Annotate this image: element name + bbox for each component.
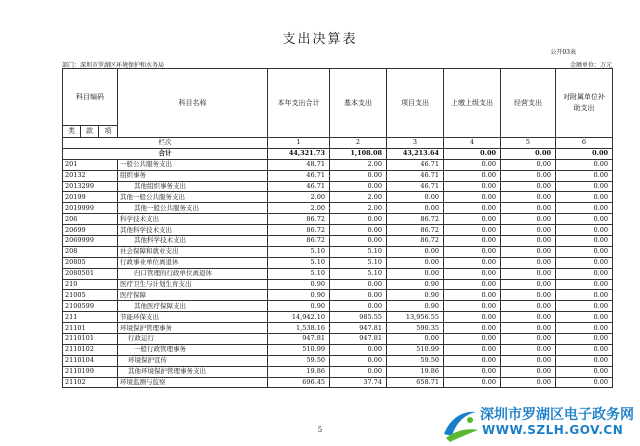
row-value: 0.00: [556, 355, 613, 366]
row-value: 86.72: [268, 214, 330, 225]
row-value: 46.71: [387, 181, 444, 192]
header-name: 科目名称: [118, 69, 268, 138]
row-value: 0.00: [501, 268, 556, 279]
row-value: 0.00: [387, 203, 444, 214]
row-value: 0.00: [444, 181, 501, 192]
header-project: 项目支出: [387, 69, 444, 138]
row-value: 0.00: [444, 355, 501, 366]
table-row: [63, 366, 613, 377]
table-row: [63, 344, 613, 355]
total-value: 0.00: [501, 148, 556, 159]
row-value: 0.00: [444, 236, 501, 247]
row-value: 0.00: [556, 334, 613, 345]
row-value: 0.00: [501, 344, 556, 355]
row-value: 0.90: [387, 290, 444, 301]
row-code: 2080501: [63, 268, 118, 279]
row-value: 985.55: [330, 312, 387, 323]
row-value: 0.00: [444, 366, 501, 377]
row-value: 947.81: [268, 334, 330, 345]
row-value: 0.00: [501, 279, 556, 290]
row-value: 0.00: [330, 344, 387, 355]
row-value: 0.00: [501, 257, 556, 268]
row-value: 0.00: [444, 377, 501, 388]
unit-label: 金额单位：万元: [569, 62, 612, 69]
table-row: [63, 257, 613, 268]
table-row: [63, 203, 613, 214]
row-name: 一般行政管理事务: [118, 344, 268, 355]
header-code: 科目编码: [63, 69, 118, 126]
row-value: 0.00: [387, 334, 444, 345]
row-value: 0.00: [556, 236, 613, 247]
row-value: 0.00: [556, 170, 613, 181]
column-no: 6: [556, 138, 613, 149]
row-value: 5.10: [268, 257, 330, 268]
table-row: [63, 377, 613, 388]
row-value: 0.00: [501, 236, 556, 247]
row-name: 其他组织事务支出: [118, 181, 268, 192]
row-code: 21102: [63, 377, 118, 388]
row-value: 590.35: [387, 323, 444, 334]
row-value: 0.00: [444, 257, 501, 268]
row-value: 86.72: [387, 236, 444, 247]
row-code: 20132: [63, 170, 118, 181]
row-value: 86.72: [268, 236, 330, 247]
row-value: 0.00: [556, 377, 613, 388]
row-name: 其他一般公共服务支出: [118, 203, 268, 214]
table-row: [63, 279, 613, 290]
row-value: 0.00: [556, 279, 613, 290]
row-value: 0.00: [556, 192, 613, 203]
row-value: 0.00: [501, 334, 556, 345]
table-row: [63, 225, 613, 236]
row-value: 510.99: [268, 344, 330, 355]
row-value: 19.86: [387, 366, 444, 377]
row-value: 0.00: [330, 366, 387, 377]
row-value: 0.00: [556, 257, 613, 268]
row-value: 0.00: [501, 301, 556, 312]
form-number: 公开03表: [550, 49, 576, 56]
row-value: 0.00: [330, 236, 387, 247]
column-no-label: 栏次: [63, 138, 268, 149]
expenditure-table: [62, 68, 613, 388]
total-value: 0.00: [444, 148, 501, 159]
table-row: [63, 312, 613, 323]
table-row: [63, 355, 613, 366]
row-value: 0.00: [387, 246, 444, 257]
row-code: 208: [63, 246, 118, 257]
row-value: 0.00: [556, 323, 613, 334]
row-value: 0.00: [444, 170, 501, 181]
row-value: 0.00: [444, 214, 501, 225]
watermark-url: WWW.SZLH.GOV.CN: [482, 423, 624, 437]
total-label: 合计: [63, 148, 268, 159]
row-value: 0.00: [330, 225, 387, 236]
department-label: 部门：深圳市罗湖区环境保护和水务局: [62, 62, 165, 69]
row-value: 46.71: [387, 159, 444, 170]
row-value: 0.00: [501, 323, 556, 334]
row-value: 0.00: [444, 159, 501, 170]
table-row: [63, 214, 613, 225]
column-no: 2: [330, 138, 387, 149]
row-value: 658.71: [387, 377, 444, 388]
row-value: 0.90: [268, 290, 330, 301]
row-value: 0.00: [444, 344, 501, 355]
row-value: 0.00: [556, 301, 613, 312]
row-value: 0.00: [444, 334, 501, 345]
row-value: 696.45: [268, 377, 330, 388]
row-name: 其他科学技术支出: [118, 236, 268, 247]
row-value: 947.81: [330, 334, 387, 345]
row-value: 59.50: [387, 355, 444, 366]
row-code: 206: [63, 214, 118, 225]
row-value: 46.71: [387, 170, 444, 181]
header-total: 本年支出合计: [268, 69, 330, 138]
row-code: 21101: [63, 323, 118, 334]
row-value: 0.00: [556, 225, 613, 236]
row-value: 0.00: [444, 203, 501, 214]
row-value: 947.81: [330, 323, 387, 334]
row-value: 0.00: [330, 301, 387, 312]
row-value: 0.00: [501, 203, 556, 214]
row-value: 0.00: [556, 366, 613, 377]
table-row: [63, 236, 613, 247]
row-value: 0.00: [330, 279, 387, 290]
row-value: 0.00: [556, 214, 613, 225]
row-name: 社会保障和就业支出: [118, 246, 268, 257]
row-name: 一般公共服务支出: [118, 159, 268, 170]
row-value: 0.00: [387, 268, 444, 279]
row-value: 2.00: [268, 192, 330, 203]
row-value: 5.10: [330, 246, 387, 257]
row-value: 0.00: [444, 225, 501, 236]
table-row: [63, 159, 613, 170]
total-value: 0.00: [556, 148, 613, 159]
row-code: 2069999: [63, 236, 118, 247]
row-code: 2100599: [63, 301, 118, 312]
watermark-title: 深圳市罗湖区电子政务网: [480, 407, 634, 423]
row-value: 86.72: [387, 225, 444, 236]
row-value: 0.00: [556, 181, 613, 192]
row-code: 2013299: [63, 181, 118, 192]
row-code: 20699: [63, 225, 118, 236]
total-value: 43,213.64: [387, 148, 444, 159]
row-value: 0.00: [556, 203, 613, 214]
header-business: 经营支出: [501, 69, 556, 138]
row-value: 0.00: [387, 192, 444, 203]
row-value: 0.00: [330, 214, 387, 225]
row-value: 0.00: [444, 290, 501, 301]
total-value: 44,321.73: [268, 148, 330, 159]
watermark: [440, 402, 640, 446]
header-upper: 上缴上级支出: [444, 69, 501, 138]
row-value: 0.00: [330, 170, 387, 181]
row-value: 0.00: [556, 268, 613, 279]
row-value: 0.90: [268, 301, 330, 312]
page-number: 5: [317, 426, 323, 434]
row-value: 2.00: [330, 159, 387, 170]
table-row: [63, 290, 613, 301]
table-row: [63, 246, 613, 257]
total-value: 1,108.08: [330, 148, 387, 159]
row-value: 0.00: [501, 214, 556, 225]
row-code: 2110102: [63, 344, 118, 355]
swoosh-logo-icon: [440, 404, 480, 444]
row-value: 86.72: [268, 225, 330, 236]
row-value: 0.00: [501, 312, 556, 323]
row-name: 医疗卫生与计划生育支出: [118, 279, 268, 290]
row-value: 5.10: [330, 257, 387, 268]
row-code: 2019999: [63, 203, 118, 214]
row-code: 2110104: [63, 355, 118, 366]
row-value: 0.00: [501, 159, 556, 170]
row-value: 0.00: [444, 246, 501, 257]
column-no: 1: [268, 138, 330, 149]
row-value: 0.00: [501, 170, 556, 181]
row-value: 0.00: [330, 181, 387, 192]
header-subsidy: 对附属单位补助支出: [556, 69, 613, 138]
row-value: 48.71: [268, 159, 330, 170]
table-row: [63, 323, 613, 334]
row-name: 归口管理的行政单位离退休: [118, 268, 268, 279]
table-row: [63, 170, 613, 181]
row-value: 0.90: [387, 301, 444, 312]
header-lei: 类: [63, 126, 81, 138]
row-code: 211: [63, 312, 118, 323]
row-value: 0.00: [501, 366, 556, 377]
row-value: 46.71: [268, 170, 330, 181]
row-value: 14,942.10: [268, 312, 330, 323]
row-name: 组织事务: [118, 170, 268, 181]
header-kuan: 款: [81, 126, 99, 138]
row-value: 2.00: [330, 192, 387, 203]
row-value: 5.10: [268, 246, 330, 257]
row-value: 0.00: [387, 257, 444, 268]
row-name: 其他环境保护管理事务支出: [118, 366, 268, 377]
page-title: 支出决算表: [282, 32, 358, 47]
row-value: 2.00: [268, 203, 330, 214]
row-value: 46.71: [268, 181, 330, 192]
row-value: 0.00: [501, 290, 556, 301]
header-basic: 基本支出: [330, 69, 387, 138]
row-value: 510.99: [387, 344, 444, 355]
row-name: 医疗保障: [118, 290, 268, 301]
column-no: 5: [501, 138, 556, 149]
row-value: 0.00: [444, 268, 501, 279]
row-value: 0.90: [387, 279, 444, 290]
row-name: 其他一般公共服务支出: [118, 192, 268, 203]
row-value: 0.00: [444, 323, 501, 334]
row-value: 0.00: [330, 290, 387, 301]
row-value: 0.00: [444, 192, 501, 203]
row-code: 20199: [63, 192, 118, 203]
row-value: 0.00: [330, 355, 387, 366]
row-code: 20805: [63, 257, 118, 268]
row-name: 环境保护管理事务: [118, 323, 268, 334]
row-value: 5.10: [330, 268, 387, 279]
row-value: 0.00: [556, 344, 613, 355]
row-name: 节能环保支出: [118, 312, 268, 323]
row-name: 科学技术支出: [118, 214, 268, 225]
row-value: 0.90: [268, 279, 330, 290]
row-value: 0.00: [501, 181, 556, 192]
header-xiang: 项: [99, 126, 118, 138]
row-value: 5.10: [268, 268, 330, 279]
row-code: 2110101: [63, 334, 118, 345]
row-value: 0.00: [556, 159, 613, 170]
row-value: 0.00: [501, 192, 556, 203]
row-value: 0.00: [556, 290, 613, 301]
row-value: 59.50: [268, 355, 330, 366]
row-value: 0.00: [444, 301, 501, 312]
row-value: 37.74: [330, 377, 387, 388]
row-code: 21005: [63, 290, 118, 301]
row-value: 2.00: [330, 203, 387, 214]
column-no: 3: [387, 138, 444, 149]
row-value: 0.00: [444, 279, 501, 290]
row-value: 0.00: [501, 246, 556, 257]
row-value: 13,956.55: [387, 312, 444, 323]
row-value: 0.00: [501, 225, 556, 236]
row-code: 210: [63, 279, 118, 290]
column-no: 4: [444, 138, 501, 149]
row-value: 0.00: [444, 312, 501, 323]
row-value: 19.86: [268, 366, 330, 377]
table-row: [63, 301, 613, 312]
row-value: 86.72: [387, 214, 444, 225]
row-value: 0.00: [556, 312, 613, 323]
row-value: 0.00: [556, 246, 613, 257]
row-code: 2110199: [63, 366, 118, 377]
row-value: 1,538.16: [268, 323, 330, 334]
row-name: 其他科学技术支出: [118, 225, 268, 236]
table-row: [63, 268, 613, 279]
row-name: 行政运行: [118, 334, 268, 345]
table-row: [63, 334, 613, 345]
table-row: [63, 181, 613, 192]
row-name: 行政事业单位离退休: [118, 257, 268, 268]
row-name: 环境保护宣传: [118, 355, 268, 366]
table-row: [63, 192, 613, 203]
row-name: 其他医疗保障支出: [118, 301, 268, 312]
row-name: 环境监测与监察: [118, 377, 268, 388]
row-code: 201: [63, 159, 118, 170]
row-value: 0.00: [501, 355, 556, 366]
row-value: 0.00: [501, 377, 556, 388]
